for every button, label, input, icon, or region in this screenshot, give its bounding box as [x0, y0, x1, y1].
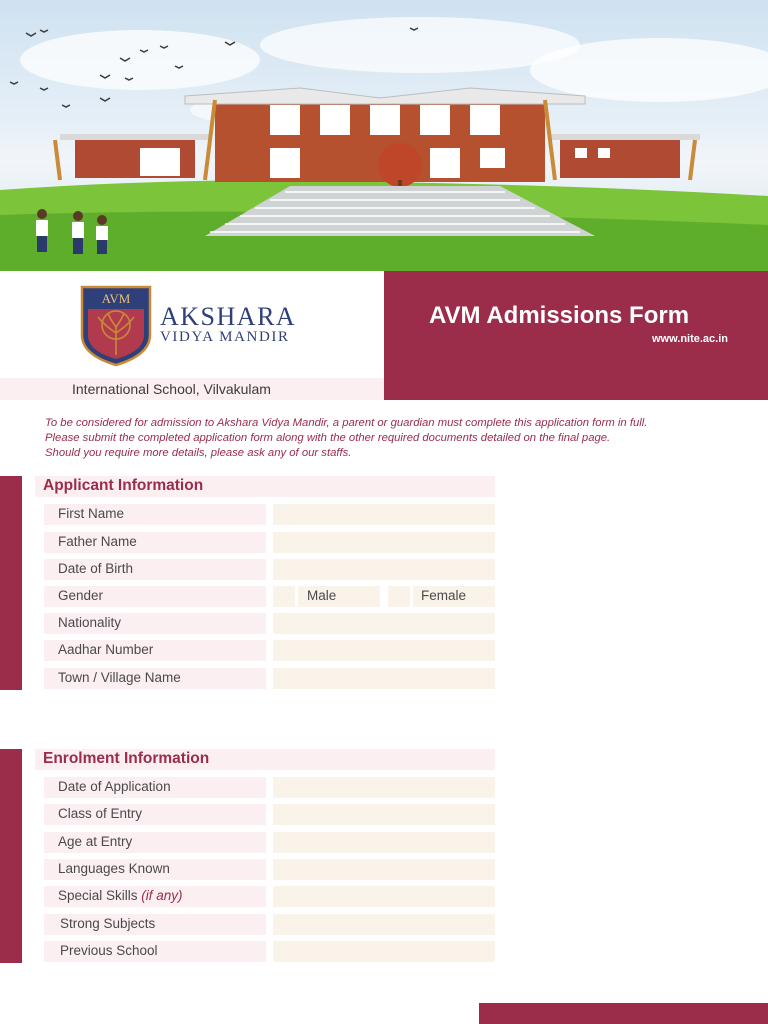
application-date-field[interactable]	[273, 777, 495, 798]
special-skills-hint: (if any)	[141, 888, 183, 903]
class-entry-label: Class of Entry	[58, 806, 143, 821]
town-field[interactable]	[273, 668, 495, 689]
previous-school-field[interactable]	[273, 941, 495, 962]
intro-line: To be considered for admission to Akshara Vidya Mandir, a parent or guardian must complete this application form in full.	[45, 417, 648, 429]
crest-text: AVM	[101, 291, 131, 306]
section-side-bar	[0, 749, 22, 963]
first-name-label: First Name	[58, 506, 125, 521]
intro-line: Should you require more details, please ask any of our staffs.	[45, 447, 352, 459]
class-entry-field[interactable]	[273, 804, 495, 825]
hero-banner	[0, 0, 768, 271]
enrolment-section-title: Enrolment Information	[43, 750, 210, 767]
strong-subjects-label: Strong Subjects	[60, 916, 156, 931]
father-name-label: Father Name	[58, 534, 137, 549]
first-name-field[interactable]	[273, 504, 495, 525]
strong-subjects-field[interactable]	[273, 914, 495, 935]
father-name-field[interactable]	[273, 532, 495, 553]
age-entry-label: Age at Entry	[58, 834, 133, 849]
special-skills-field[interactable]	[273, 886, 495, 907]
section-side-bar	[0, 476, 22, 690]
website-link[interactable]: www.nite.ac.in	[652, 333, 728, 345]
applicant-section-title: Applicant Information	[43, 477, 204, 494]
age-entry-field[interactable]	[273, 832, 495, 853]
school-building-illustration	[0, 0, 768, 271]
gender-male-label: Male	[307, 588, 337, 603]
school-crest-logo	[80, 285, 152, 367]
nationality-field[interactable]	[273, 613, 495, 634]
school-subname: VIDYA MANDIR	[160, 329, 290, 345]
aadhar-field[interactable]	[273, 640, 495, 661]
gender-label: Gender	[58, 588, 104, 603]
special-skills-label	[58, 888, 183, 903]
town-label: Town / Village Name	[58, 670, 181, 685]
nationality-label: Nationality	[58, 615, 122, 630]
gender-female-checkbox[interactable]	[388, 586, 410, 607]
intro-line: Please submit the completed application form along with the other required documents detailed on the final page.	[45, 432, 611, 444]
application-date-label: Date of Application	[58, 779, 171, 794]
dob-label: Date of Birth	[58, 561, 134, 576]
school-tagline: International School, Vilvakulam	[72, 381, 271, 397]
languages-label: Languages Known	[58, 861, 170, 876]
gender-female-label: Female	[421, 588, 467, 603]
languages-field[interactable]	[273, 859, 495, 880]
previous-school-label: Previous School	[60, 943, 158, 958]
special-skills-text: Special Skills	[58, 888, 138, 903]
form-title: AVM Admissions Form	[429, 302, 690, 329]
footer-bar	[479, 1003, 768, 1024]
gender-male-checkbox[interactable]	[273, 586, 295, 607]
school-name: AKSHARA	[160, 302, 297, 331]
dob-field[interactable]	[273, 559, 495, 580]
aadhar-label: Aadhar Number	[58, 642, 154, 657]
intro-text	[45, 416, 765, 461]
